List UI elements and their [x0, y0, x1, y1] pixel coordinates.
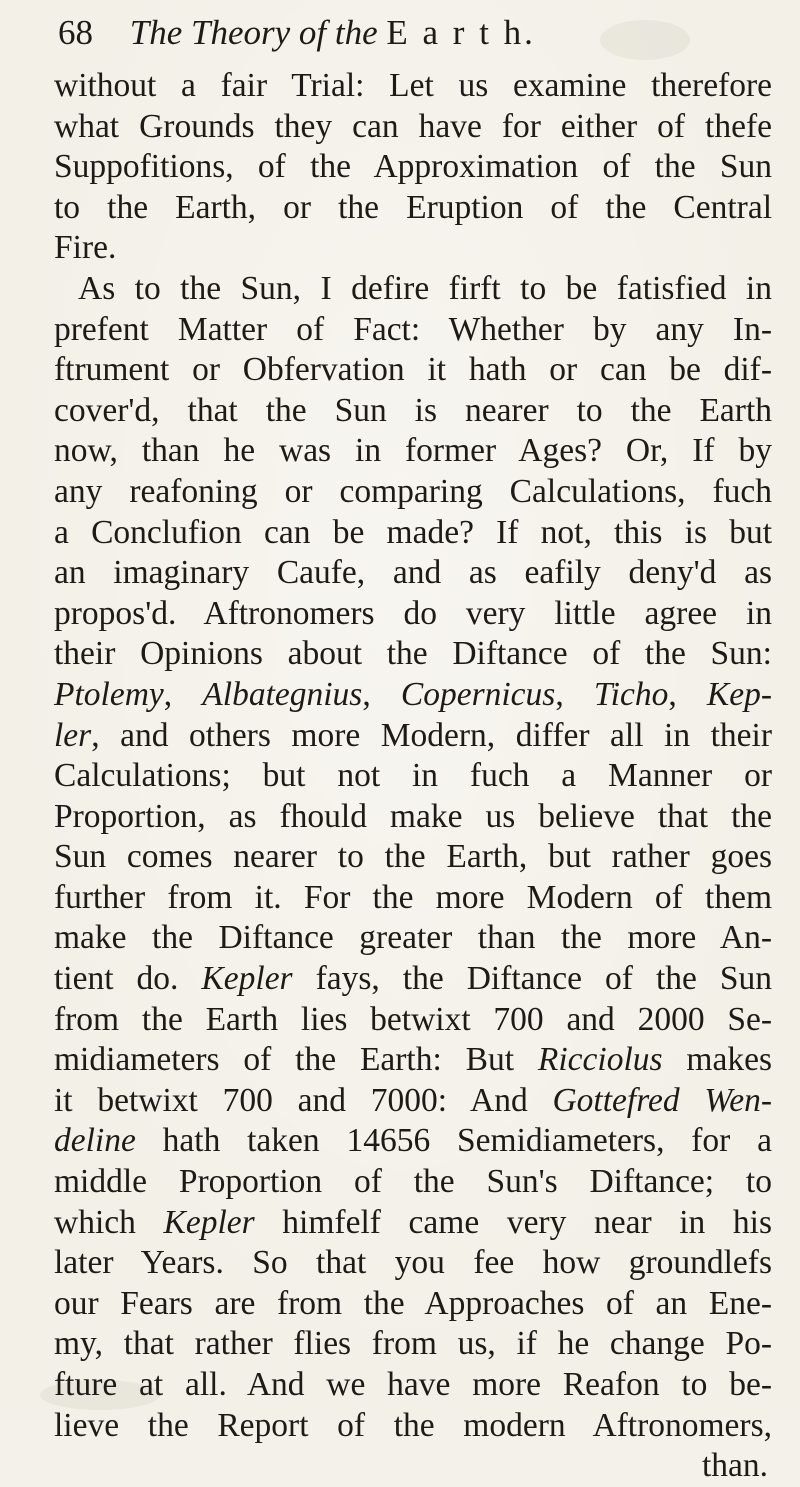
text-run: than. — [701, 1447, 768, 1485]
text-line — [54, 1446, 772, 1487]
text-line — [54, 1000, 772, 1041]
text-run: , — [362, 675, 401, 713]
text-run: it betwixt 700 and 7000: And — [54, 1081, 553, 1119]
italic-name: Kepler — [201, 960, 293, 998]
text-line — [54, 269, 772, 310]
italic-name: Ticho — [593, 675, 669, 713]
text-line — [54, 1284, 772, 1325]
text-line — [54, 228, 772, 269]
text-line — [54, 675, 772, 716]
text-line — [54, 756, 772, 797]
text-line — [54, 188, 772, 229]
text-run: Suppofitions, of the Approximation of the Sun — [54, 148, 772, 186]
text-line — [54, 837, 772, 878]
text-line — [54, 1324, 772, 1365]
text-line — [54, 1162, 772, 1203]
body-text — [54, 66, 772, 1487]
text-run: without a fair Trial: Let us examine therefore — [54, 67, 772, 104]
text-line — [54, 350, 772, 391]
text-line — [54, 107, 772, 148]
text-run: later Years. So that you fee how groundlefs — [54, 1244, 772, 1282]
text-line — [54, 594, 772, 635]
text-run: , — [163, 675, 203, 713]
text-run: propos'd. Aftronomers do very little agree in — [54, 594, 772, 632]
text-run: middle Proportion of the Sun's Diftance; to — [54, 1163, 772, 1201]
text-run: my, that rather flies from us, if he change Po- — [54, 1325, 772, 1363]
text-line — [54, 472, 772, 513]
italic-name: Albategnius — [202, 675, 363, 713]
text-run: further from it. For the more Modern of them — [54, 878, 772, 916]
text-run: a Conclufion can be made? If not, this is but — [54, 513, 772, 551]
italic-name: Ptolemy — [54, 675, 164, 713]
text-run: makes — [662, 1041, 772, 1079]
italic-name: Gottefred Wen- — [552, 1081, 772, 1119]
text-line — [54, 1121, 772, 1162]
text-run: our Fears are from the Approaches of an Ene- — [54, 1284, 772, 1322]
italic-name: ler — [54, 716, 92, 754]
text-run: hath taken 14656 Semidiameters, for a — [135, 1122, 772, 1160]
text-run: ftrument or Obfervation it hath or can be dif- — [54, 351, 772, 389]
text-run: himfelf came very near in his — [254, 1203, 772, 1241]
text-run: midiameters of the Earth: But — [54, 1041, 538, 1079]
text-run: , and others more Modern, differ all in their — [91, 716, 772, 754]
text-line — [54, 66, 772, 107]
text-line — [54, 1365, 772, 1406]
text-run: Proportion, as fhould make us believe that the — [54, 797, 772, 835]
text-run: , — [555, 675, 594, 713]
page-number: 68 — [58, 13, 93, 52]
text-line — [54, 513, 772, 554]
text-run: tient do. — [54, 960, 202, 998]
text-run: now, than he was in former Ages? Or, If by — [54, 432, 772, 470]
text-line — [54, 1203, 772, 1244]
text-line — [54, 878, 772, 919]
text-run: from the Earth lies betwixt 700 and 2000 Se- — [54, 1000, 772, 1038]
text-run: lieve the Report of the modern Aftronomers, — [54, 1406, 772, 1444]
text-run: fays, the Diftance of the Sun — [292, 960, 772, 998]
text-run: to the Earth, or the Eruption of the Central — [54, 188, 772, 226]
text-run: what Grounds they can have for either of thefe — [54, 107, 772, 145]
text-line — [54, 310, 772, 351]
text-run: Sun comes nearer to the Earth, but rather goes — [54, 838, 772, 876]
running-title-subject: E a r t h. — [386, 13, 536, 52]
text-run: , — [668, 675, 707, 713]
text-run: As to the Sun, I defire firft to be fatisfied in — [78, 269, 772, 307]
text-run: which — [54, 1203, 164, 1241]
text-line — [54, 147, 772, 188]
italic-name: Kep- — [706, 675, 772, 713]
italic-name: Kepler — [163, 1203, 255, 1241]
text-line — [54, 716, 772, 757]
text-run: an imaginary Caufe, and as eafily deny'd as — [54, 554, 772, 592]
text-line — [54, 1406, 772, 1447]
text-line — [54, 391, 772, 432]
text-run: Fire. — [54, 229, 117, 267]
italic-name: Ricciolus — [537, 1041, 663, 1079]
text-run: prefent Matter of Fact: Whether by any In- — [54, 310, 772, 348]
italic-name: deline — [54, 1122, 136, 1160]
text-line — [54, 1081, 772, 1122]
text-run: any reafoning or comparing Calculations, fuch — [54, 472, 772, 510]
text-line — [54, 959, 772, 1000]
text-line — [54, 634, 772, 675]
text-run: fture at all. And we have more Reafon to be- — [54, 1366, 772, 1403]
text-line — [54, 431, 772, 472]
text-line — [54, 1040, 772, 1081]
running-head — [58, 10, 758, 56]
text-run: make the Diftance greater than the more An- — [54, 919, 772, 957]
text-run: cover'd, that the Sun is nearer to the Earth — [54, 391, 772, 429]
text-run: their Opinions about the Diftance of the Sun: — [54, 635, 772, 673]
text-line — [54, 797, 772, 838]
running-title: The Theory of the — [129, 13, 378, 52]
text-run: Calculations; but not in fuch a Manner or — [54, 757, 772, 795]
italic-name: Copernicus — [400, 675, 556, 713]
text-line — [54, 1243, 772, 1284]
text-line — [54, 918, 772, 959]
text-line — [54, 553, 772, 594]
